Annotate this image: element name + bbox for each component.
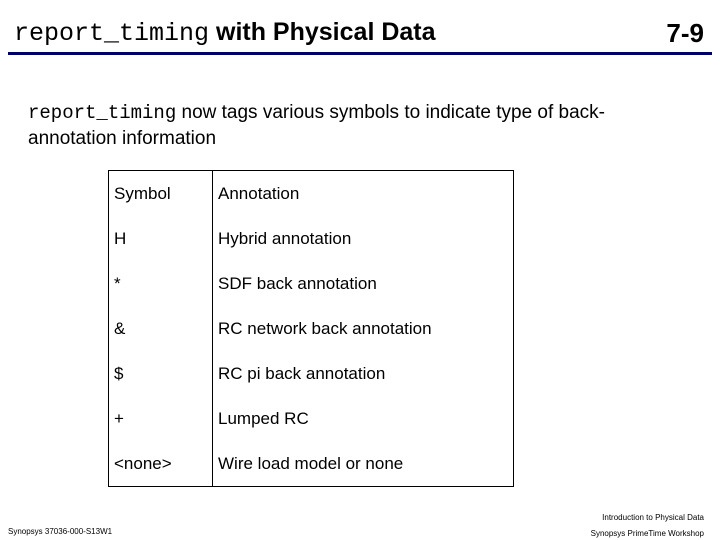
table-row [109, 261, 514, 306]
symbol-cell: * [109, 261, 213, 306]
intro-paragraph [28, 100, 668, 151]
annotation-cell: Hybrid annotation [213, 216, 514, 261]
title-text: with Physical Data [216, 18, 436, 46]
title-command: report_timing [14, 19, 210, 48]
annotation-cell: SDF back annotation [213, 261, 514, 306]
table-row [109, 396, 514, 441]
symbol-cell: $ [109, 351, 213, 396]
symbol-cell: H [109, 216, 213, 261]
footer-course-info [591, 510, 704, 540]
table-header-row [109, 171, 514, 217]
symbol-cell: & [109, 306, 213, 351]
table-row [109, 216, 514, 261]
annotation-cell: RC network back annotation [213, 306, 514, 351]
slide-number: 7-9 [666, 18, 704, 48]
header-annotation: Annotation [213, 171, 514, 217]
title-bar [14, 18, 710, 50]
table-row [109, 351, 514, 396]
title-divider [8, 52, 712, 55]
table-row [109, 441, 514, 487]
table-row [109, 306, 514, 351]
slide-title [14, 18, 436, 48]
annotation-cell: Wire load model or none [213, 441, 514, 487]
intro-command: report_timing [28, 102, 177, 124]
footer-workshop-name: Synopsys PrimeTime Workshop [590, 529, 704, 538]
annotation-table [108, 170, 514, 487]
header-symbol: Symbol [109, 171, 213, 217]
footer-course-code: Synopsys 37036-000-S13W1 [8, 527, 113, 536]
annotation-cell: RC pi back annotation [213, 351, 514, 396]
symbol-cell: <none> [109, 441, 213, 487]
symbol-cell: + [109, 396, 213, 441]
footer-section-title: Introduction to Physical Data [602, 513, 704, 522]
annotation-cell: Lumped RC [213, 396, 514, 441]
symbol-table [108, 170, 514, 486]
intro-text: now tags various symbols to indicate type of back-annotation information [28, 102, 605, 149]
